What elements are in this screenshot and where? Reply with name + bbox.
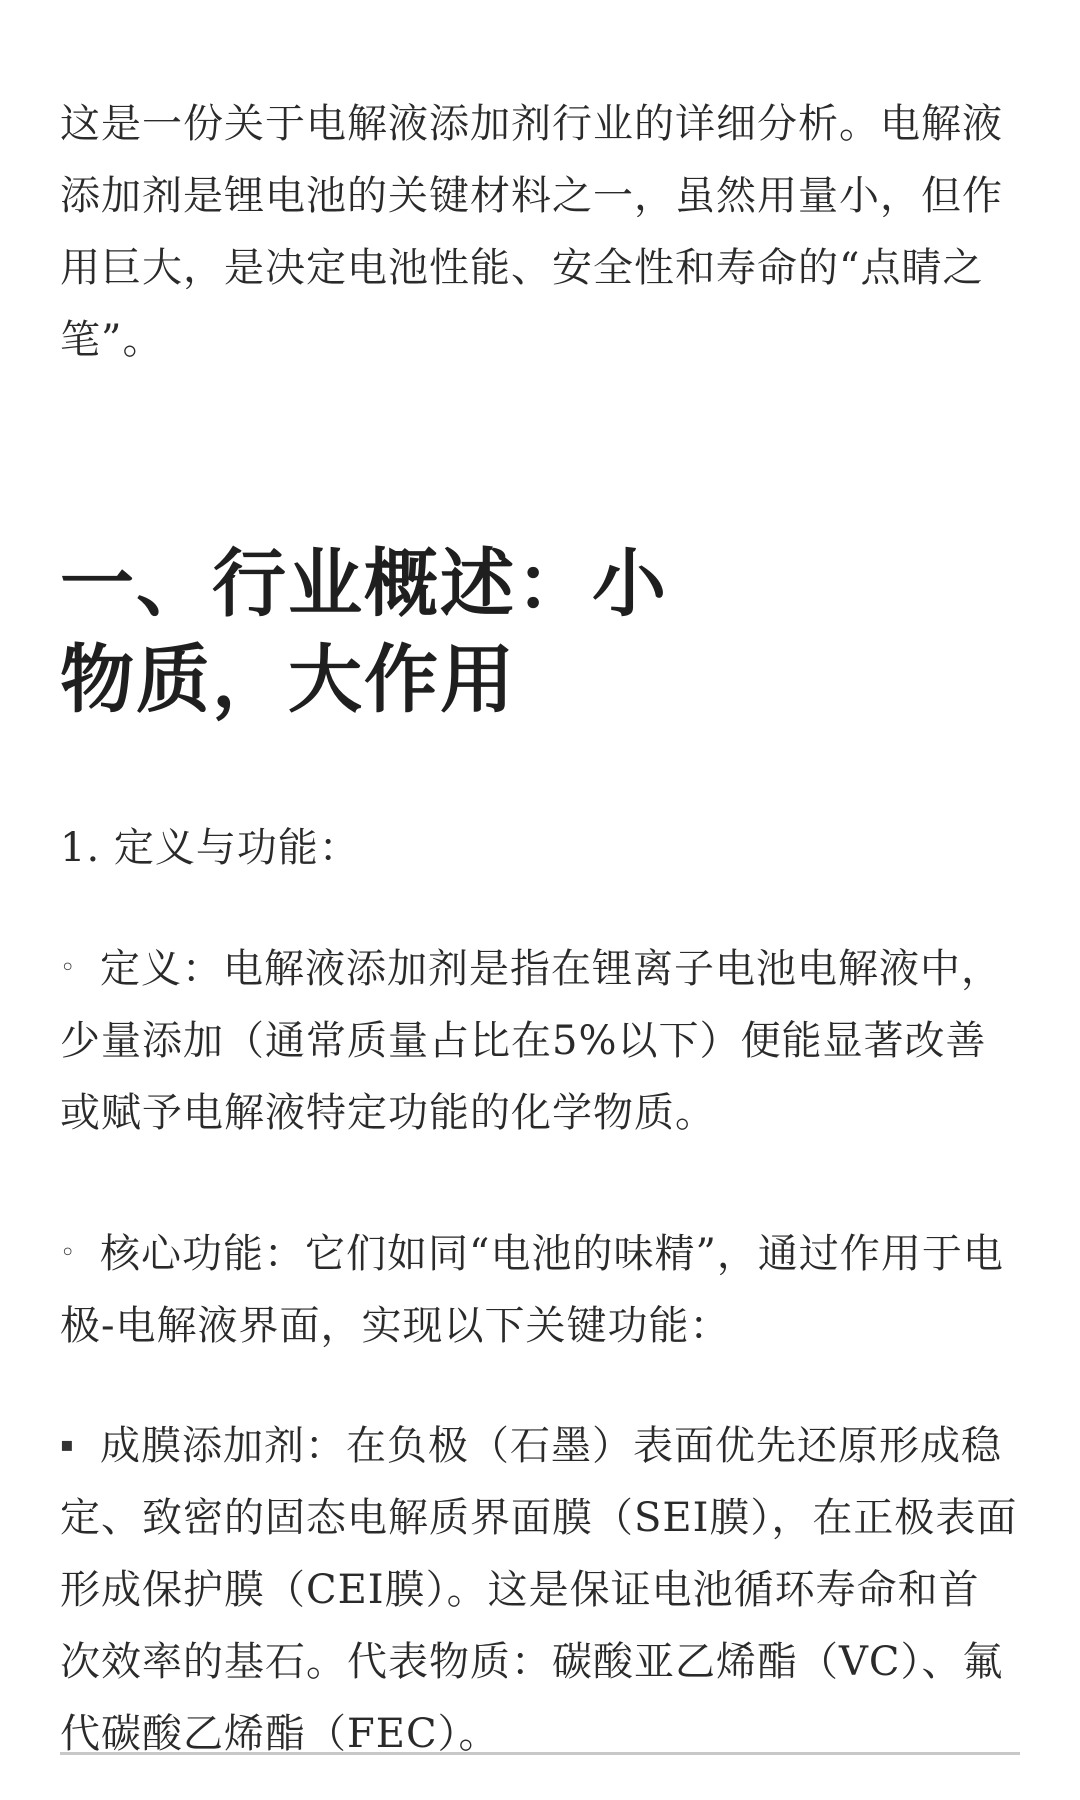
intro-paragraph: 这是一份关于电解液添加剂行业的详细分析。电解液添加剂是锂电池的关键材料之一，虽然用量小，但作用巨大，是决定电池性能、安全性和寿命的“点睛之笔”。 <box>60 101 1003 363</box>
square-bullet-icon: ▪ <box>60 1432 75 1456</box>
list-item-text: 核心功能：它们如同“电池的味精”，通过作用于电极-电解液界面，实现以下关键功能： <box>60 1231 1004 1349</box>
list-item-film-additive <box>60 1408 1020 1770</box>
list-item-text: 成膜添加剂：在负极（石墨）表面优先还原形成稳定、致密的固态电解质界面膜（SEI膜），在正极表面形成保护膜（CEI膜）。这是保证电池循环寿命和首次效率的基石。代表物质：碳酸亚乙烯酯（VC）、氟代碳酸乙烯酯（FEC）。 <box>60 1423 1018 1757</box>
subsection-heading: 1. 定义与功能： <box>60 825 360 871</box>
list-item-text: 定义：电解液添加剂是指在锂离子电池电解液中，少量添加（通常质量占比在5%以下）便能显著改善或赋予电解液特定功能的化学物质。 <box>60 946 1002 1136</box>
circle-bullet-icon: ◦ <box>60 953 77 983</box>
list-item-definition <box>60 932 1020 1149</box>
circle-bullet-icon: ◦ <box>60 1238 77 1268</box>
section-title: 一、行业概述：小物质，大作用 <box>60 541 668 723</box>
divider <box>60 1752 1020 1755</box>
list-item-core-function <box>60 1217 1020 1362</box>
